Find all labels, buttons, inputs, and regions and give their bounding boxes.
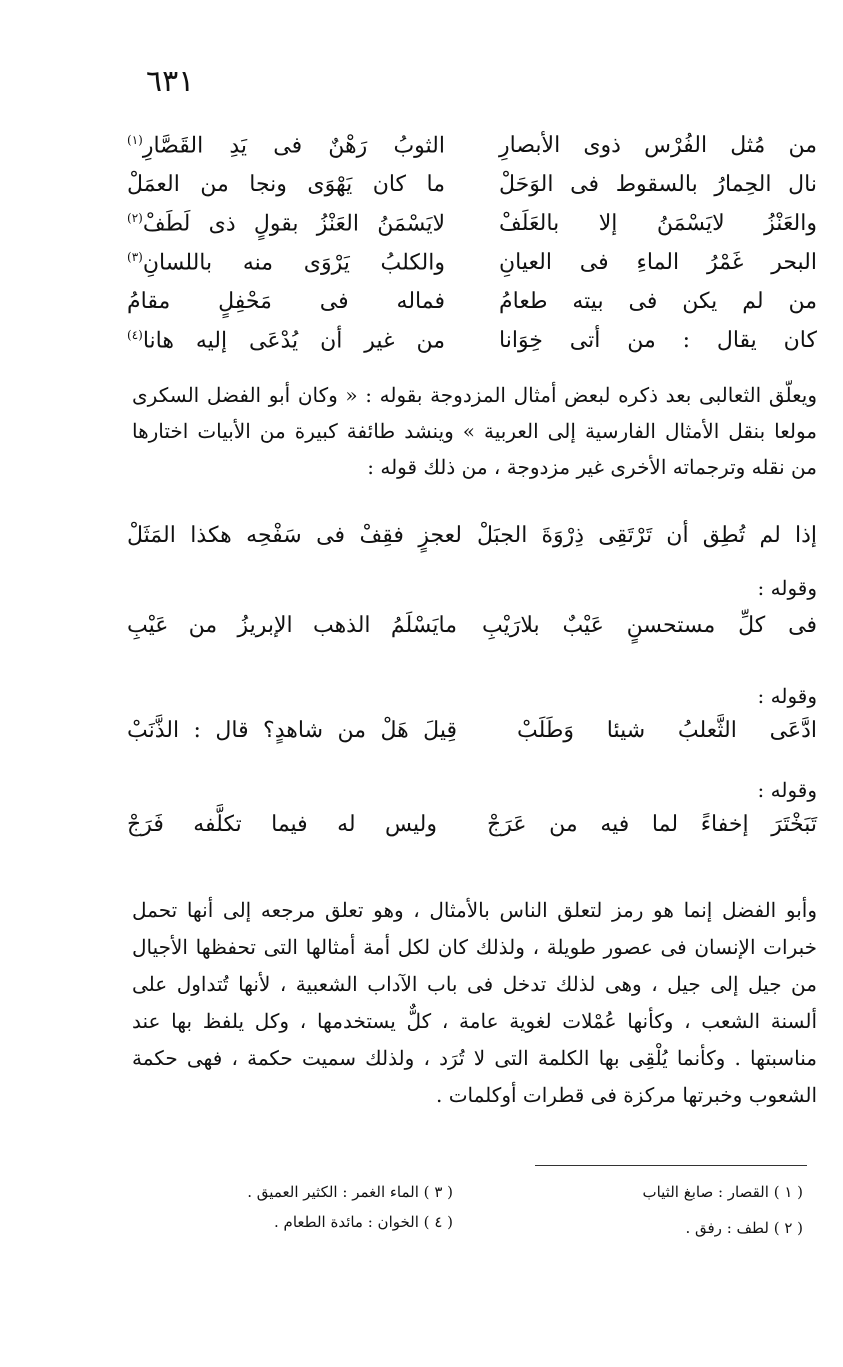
footnote-ref: (١) [127,132,143,147]
verse-first-hemistich: إذا لم تُطِق أن تَرْتَقِى ذِرْوَةَ الجبَلْ [477,523,817,548]
poem-hemistich-second: فماله فى مَحْفِلٍ مقامُ [127,289,445,314]
verse-lead: وقوله : [757,576,817,600]
verse-second-hemistich: وليس له فيما تكلَّفه فَرَجْ [127,812,437,837]
poem-hemistich-second: من غير أن يُدْعَى إليه هانا$^{(٤)}$ [127,327,445,354]
page-number: ٦٣١ [146,64,195,99]
poem-hemistich-first: من مُثل الفُرْس ذوى الأبصارِ [499,133,817,158]
intro-paragraph: ويعلّق الثعالبى بعد ذكره لبعض أمثال المزدوجة بقوله : « وكان أبو الفضل السكرى مولعا بنقل الأمثال الفارسية إلى العربية » وينشد طائفة كبيرة من الأبيات اختارها من نقله وترجماته الأخرى غير مزدوجة ، من ذلك قوله : [132,383,817,479]
muzdawija-poem [127,126,817,360]
poem-line [127,165,817,204]
poem-line [127,282,817,321]
footnote: ( ٢ ) لطف : رفق . [685,1219,803,1237]
poem-hemistich-second: الثوبُ رَهْنٌ فى يَدِ القَصَّارِ$^{(١)}$ [127,132,445,159]
poem-line [127,321,817,360]
closing-paragraph: وأبو الفضل إنما هو رمز لتعلق الناس بالأمثال ، وهو تعلق مرجعه إلى أنها تحمل خبرات الإنسان فى عصور طويلة ، ولذلك كان لكل أمة أمثالها التى تحفظها الأجيال من جيل إلى جيل ، وهى لذلك تدخل فى باب الآداب الشعبية ، لأنها تُتداول على ألسنة الشعب ، وكأنها عُمْلات لغوية عامة ، كلٌّ يستخدمها ، وكل يلفظ بها عند مناسبتها . وكأنما يُلْقِى بها الكلمة التى لا تُرَد ، ولذلك سميت حكمة ، فهى حكمة الشعوب وخبرتها مركزة فى قطرات أوكلمات . [132,898,818,1107]
footnote: ( ٣ ) الماء الغمر : الكثير العميق . [247,1183,453,1201]
poem-hemistich-second: لايَسْمَنُ العَنْزُ بقولٍ ذى لَطَفْ$^{(٢)}$ [127,210,445,237]
verse-first-hemistich: ادَّعَى الثَّعلبُ شيئا وَطَلَبْ [517,718,817,743]
verse-second-hemistich: مايَسْلَمُ الذهب الإبريزُ من عَيْبِ [127,613,457,638]
verse-lead: وقوله : [757,778,817,802]
poem-hemistich-first: من لم يكن فى بيته طعامُ [499,289,817,314]
verse-first-hemistich: فى كلِّ مستحسنٍ عَيْبٌ بلارَيْبِ [482,613,817,638]
poem-line [127,126,817,165]
footnote: ( ١ ) القصار : صابغ الثياب [642,1183,803,1201]
footnote-ref: (٤) [127,327,143,342]
footnote: ( ٤ ) الخوان : مائدة الطعام . [274,1213,453,1231]
poem-hemistich-second: والكلبُ يَرْوَى منه باللسانِ$^{(٣)}$ [127,249,445,276]
verse-first-hemistich: تَبَخْتَرَ إخفاءً لما فيه من عَرَجْ [487,812,817,837]
verse-second-hemistich: قِيلَ هَلْ من شاهدٍ؟ قال : الذَّنَبْ [127,718,457,743]
poem-hemistich-first: والعَنْزُ لايَسْمَنُ إلا بالعَلَفْ [499,211,817,236]
verse [127,613,817,638]
verse [127,718,817,743]
poem-hemistich-first: نال الحِمارُ بالسقوط فى الوَحَلْ [499,172,817,197]
poem-line [127,243,817,282]
poem-hemistich-first: البحر غَمْرُ الماءِ فى العيانِ [499,250,817,275]
verse [127,812,817,837]
poem-hemistich-first: كان يقال : من أتى خِوَانا [499,328,817,353]
verse [127,523,817,548]
verse-lead: وقوله : [757,684,817,708]
poem-line [127,204,817,243]
poem-hemistich-second: ما كان يَهْوَى ونجا من العمَلْ [127,172,445,197]
verse-second-hemistich: لعجزٍ فقِفْ فى سَفْحِه هكذا المَثَلْ [127,523,462,548]
footnote-ref: (٣) [127,249,143,264]
footnote-ref: (٢) [127,210,143,225]
footnote-separator [535,1165,807,1166]
